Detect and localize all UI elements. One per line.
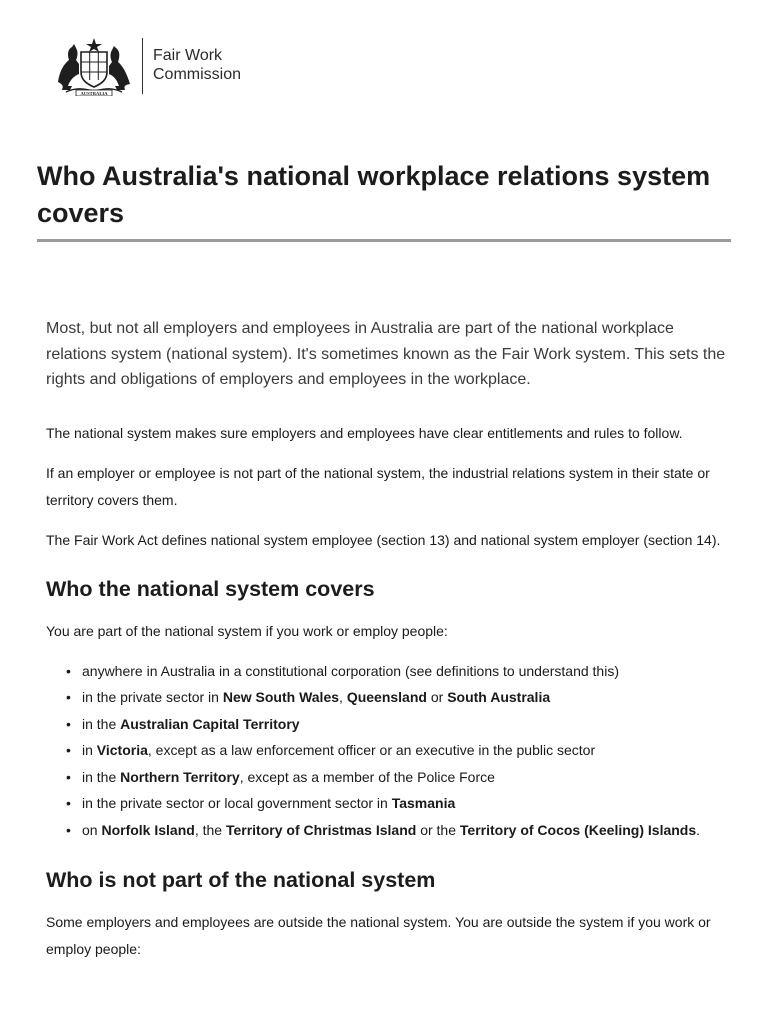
list-item-text: in the private sector or local government sector in <box>82 795 392 811</box>
list-item-bold-text: Tasmania <box>391 795 456 811</box>
list-item <box>66 817 736 844</box>
list-item-bold-text: Victoria <box>96 742 148 758</box>
list-item-text: , except as a member of the Police Force <box>239 768 495 785</box>
list-item-text: in the <box>82 715 121 732</box>
title-divider <box>37 239 731 242</box>
list-item-bold-text: Northern Territory <box>120 768 240 785</box>
list-item <box>66 711 736 738</box>
intro-paragraph: Most, but not all employers and employees in Australia are part of the national workplace relations system (national system). It's sometimes known as the Fair Work system. This sets the rights and obligations of employers and employees in the workplace. <box>46 320 726 388</box>
list-item <box>66 737 736 764</box>
list-item-text: in <box>82 742 97 758</box>
bullet-icon: • <box>66 768 71 785</box>
bullet-icon: • <box>66 795 71 811</box>
brand-divider <box>142 38 143 94</box>
bullet-icon: • <box>66 662 71 679</box>
page-title: Who Australia's national workplace relations system covers <box>37 161 711 228</box>
list-item-text: , except as a law enforcement officer or an executive in the public sector <box>147 742 596 758</box>
list-item-text: anywhere in Australia in a constitutional corporation (see definitions to understand this) <box>82 662 619 679</box>
list-item <box>66 658 736 685</box>
org-name-line2: Commission <box>153 66 242 83</box>
list-item-bold-text: Australian Capital Territory <box>120 715 300 732</box>
list-item-text: in the private sector in <box>82 689 223 705</box>
bullet-icon: • <box>66 742 71 758</box>
list-item-bold-text: Norfolk Island <box>101 821 195 838</box>
section-heading-not-part: Who is not part of the national system <box>46 868 436 892</box>
list-item-text: in the <box>82 768 121 785</box>
bullet-icon: • <box>66 715 71 732</box>
list-item-text: or <box>426 689 448 705</box>
paragraph-entitlements: The national system makes sure employers and employees have clear entitlements and rules to follow. <box>46 424 683 441</box>
list-item-bold-text: Queensland <box>346 689 427 705</box>
list-item <box>66 684 736 711</box>
list-item-text: , <box>339 689 347 705</box>
section-lead-not-part: Some employers and employees are outside the national system. You are outside the system if you work or employ people: <box>46 914 711 957</box>
bullet-icon: • <box>66 689 71 705</box>
crest-label: AUSTRALIA <box>80 91 108 96</box>
list-item-bold-text: South Australia <box>447 689 551 705</box>
list-item <box>66 790 736 817</box>
list-item <box>66 764 736 791</box>
list-item-bold-text: New South Wales <box>222 689 340 705</box>
section-heading-covers: Who the national system covers <box>46 576 375 601</box>
coat-of-arms-icon <box>54 34 134 96</box>
list-item-text: or the <box>416 821 460 838</box>
site-header <box>54 34 314 96</box>
org-name-line1: Fair Work <box>153 47 223 64</box>
paragraph-state-system: If an employer or employee is not part of the national system, the industrial relations system in their state or territory covers them. <box>46 464 710 508</box>
list-item-bold-text: Territory of Cocos (Keeling) Islands <box>459 821 697 838</box>
bullet-icon: • <box>66 821 71 838</box>
list-item-text: . <box>696 821 701 838</box>
covers-list <box>46 658 736 844</box>
list-item-text: on <box>82 821 102 838</box>
section-lead-covers: You are part of the national system if you work or employ people: <box>46 622 448 639</box>
paragraph-fair-work-act: The Fair Work Act defines national system employee (section 13) and national system employer (section 14). <box>46 531 721 548</box>
list-item-bold-text: Territory of Christmas Island <box>225 821 417 838</box>
org-name[interactable] <box>153 46 241 84</box>
list-item-text: , the <box>194 821 226 838</box>
main-content <box>46 316 736 976</box>
